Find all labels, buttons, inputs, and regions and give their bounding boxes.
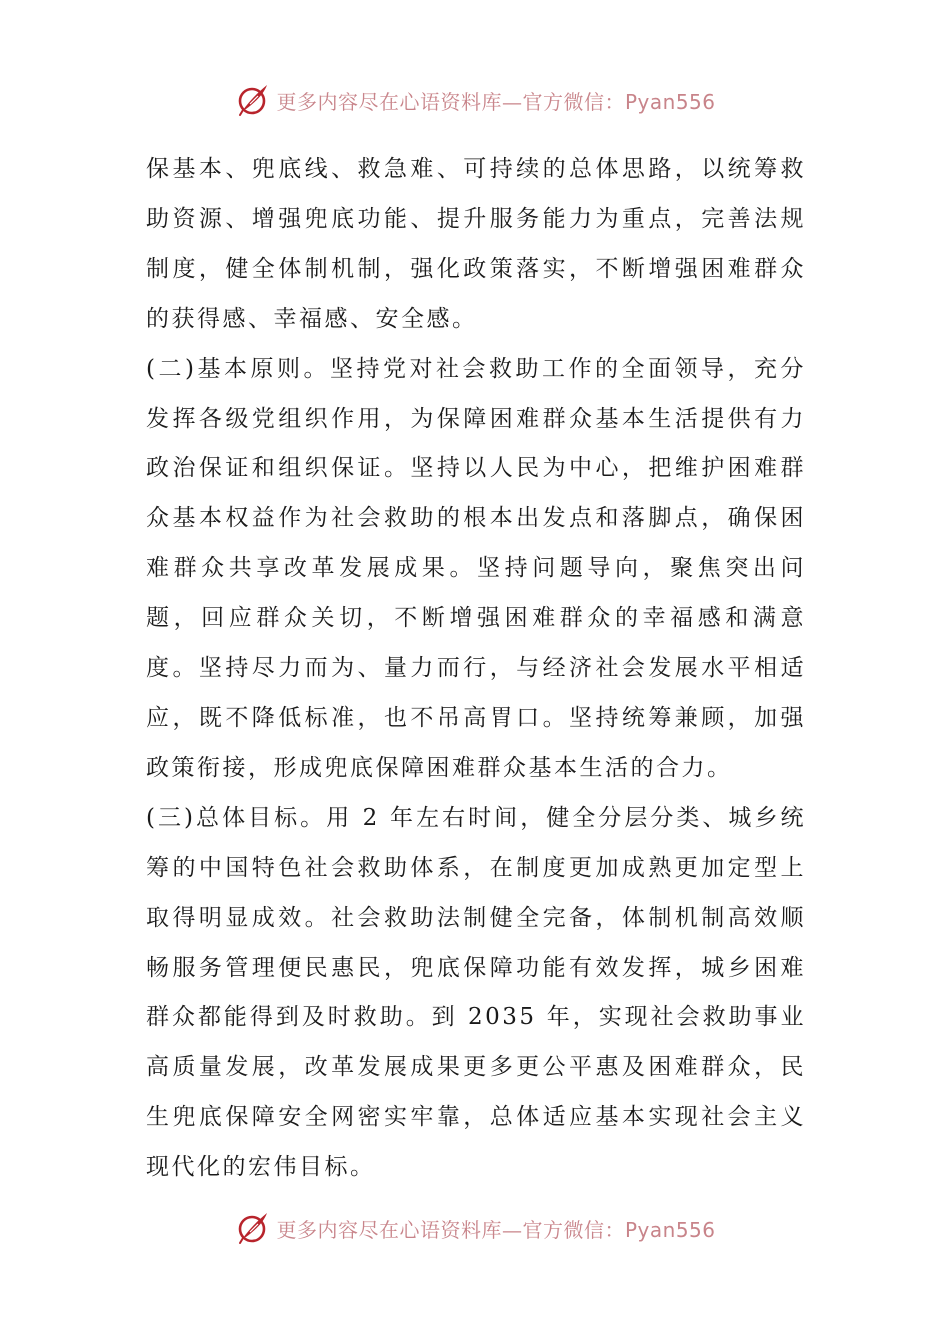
quill-pen-logo-icon <box>234 82 270 118</box>
paragraph-basic-principles: (二)基本原则。坚持党对社会救助工作的全面领导，充分发挥各级党组织作用，为保障困难群众基本生活提供有力政治保证和组织保证。坚持以人民为中心，把维护困难群众基本权益作为社会救助的根本出发点和落脚点，确保困难群众共享改革发展成果。坚持问题导向，聚焦突出问题，回应群众关切，不断增强困难群众的幸福感和满意度。坚持尽力而为、量力而行，与经济社会发展水平相适应，既不降低标准，也不吊高胃口。坚持统筹兼顾，加强政策衔接，形成兜底保障困难群众基本生活的合力。 <box>146 355 806 781</box>
banner-text <box>276 1214 715 1243</box>
document-body <box>146 145 806 1193</box>
banner-text-cn: 更多内容尽在心语资料库—官方微信： <box>276 89 625 114</box>
header-banner <box>0 82 950 118</box>
footer-banner <box>0 1210 950 1246</box>
banner-wechat-id: Pyan556 <box>624 89 716 114</box>
banner-text-cn: 更多内容尽在心语资料库—官方微信： <box>276 1217 625 1242</box>
banner-text <box>276 86 715 115</box>
paragraph-intro: 保基本、兜底线、救急难、可持续的总体思路，以统筹救助资源、增强兜底功能、提升服务能力为重点，完善法规制度，健全体制机制，强化政策落实，不断增强困难群众的获得感、幸福感、安全感。 <box>146 156 806 332</box>
paragraph-overall-goals: (三)总体目标。用 2 年左右时间，健全分层分类、城乡统筹的中国特色社会救助体系，在制度更加成熟更加定型上取得明显成效。社会救助法制健全完备，体制机制高效顺畅服务管理便民惠民，兜底保障功能有效发挥，城乡困难群众都能得到及时救助。到 2035 年，实现社会救助事业高质量发展，改革发展成果更多更公平惠及困难群众，民生兜底保障安全网密实牢靠，总体适应基本实现社会主义现代化的宏伟目标。 <box>146 804 806 1181</box>
quill-pen-logo-icon <box>234 1210 270 1246</box>
banner-wechat-id: Pyan556 <box>624 1217 716 1242</box>
